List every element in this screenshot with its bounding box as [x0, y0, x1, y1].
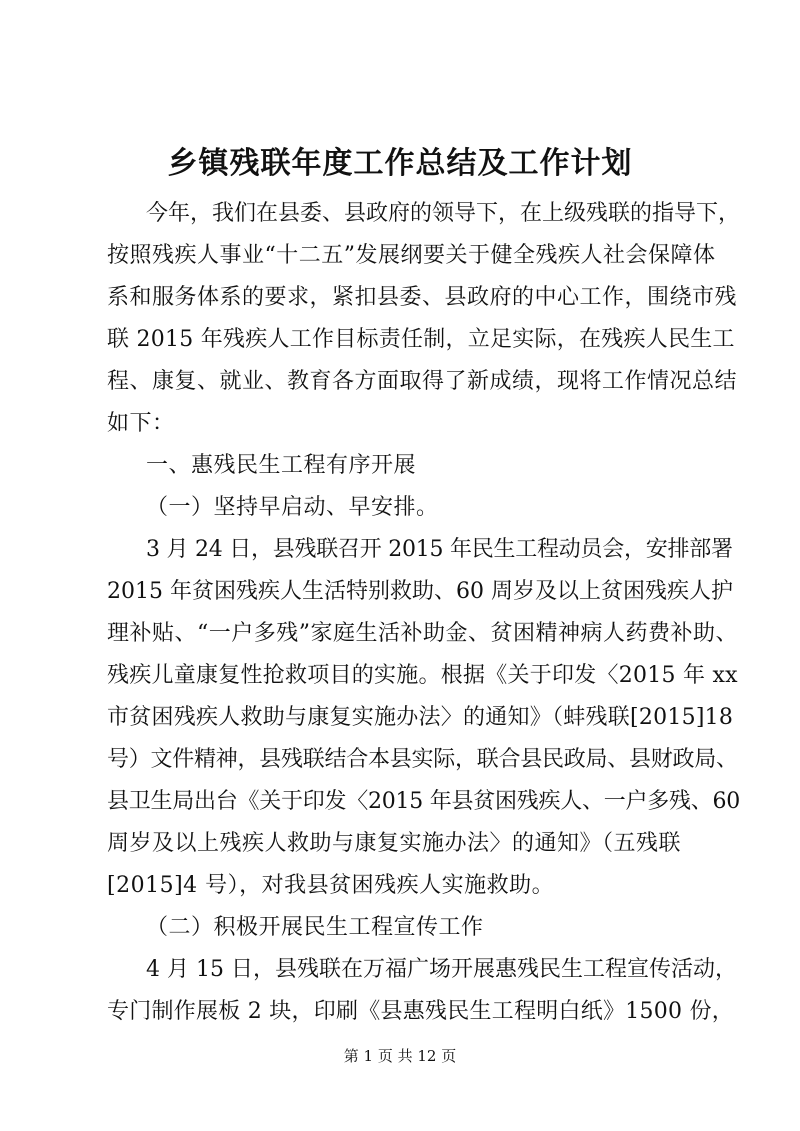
- body-line-12: 残疾儿童康复性抢救项目的实施。根据《关于印发〈2015 年 xx: [107, 663, 738, 688]
- body-line-4: 联 2015 年残疾人工作目标责任制，立足实际，在残疾人民生工: [107, 327, 735, 352]
- body-line-19: 4 月 15 日，县残联在万福广场开展惠残民生工程宣传活动，: [146, 957, 737, 982]
- body-line-3: 系和服务体系的要求，紧扣县委、县政府的中心工作，围绕市残: [107, 285, 738, 310]
- body-line-11: 理补贴、“一户多残”家庭生活补助金、贫困精神病人药费补助、: [107, 621, 738, 646]
- body-line-9: 3 月 24 日，县残联召开 2015 年民生工程动员会，安排部署: [146, 537, 733, 562]
- body-line-17: [2015]4 号），对我县贫困残疾人实施救助。: [107, 873, 555, 898]
- document-title: 乡镇残联年度工作总结及工作计划: [167, 146, 633, 181]
- body-line-10: 2015 年贫困残疾人生活特别救助、60 周岁及以上贫困残疾人护: [107, 579, 733, 604]
- body-line-16: 周岁及以上残疾人救助与康复实施办法〉的通知》（五残联: [107, 831, 682, 856]
- section-heading-1: 一、惠残民生工程有序开展: [146, 453, 417, 478]
- body-line-2: 按照残疾人事业“十二五”发展纲要关于健全残疾人社会保障体: [107, 243, 716, 268]
- body-line-1: 今年，我们在县委、县政府的领导下，在上级残联的指导下，: [146, 201, 741, 226]
- body-line-6: 如下：: [107, 411, 175, 436]
- body-line-5: 程、康复、就业、教育各方面取得了新成绩，现将工作情况总结: [107, 369, 738, 394]
- body-line-13: 市贫困残疾人救助与康复实施办法〉的通知》（蚌残联[2015]18: [107, 705, 734, 730]
- subsection-heading-1: （一）坚持早启动、早安排。: [146, 495, 439, 520]
- body-line-15: 县卫生局出台《关于印发〈2015 年县贫困残疾人、一户多残、60: [107, 789, 740, 814]
- body-line-14: 号）文件精神，县残联结合本县实际，联合县民政局、县财政局、: [107, 747, 738, 772]
- body-line-20: 专门制作展板 2 块，印刷《县惠残民生工程明白纸》1500 份，: [107, 999, 734, 1024]
- page-footer: 第 1 页 共 12 页: [343, 1047, 457, 1065]
- subsection-heading-2: （二）积极开展民生工程宣传工作: [146, 915, 484, 940]
